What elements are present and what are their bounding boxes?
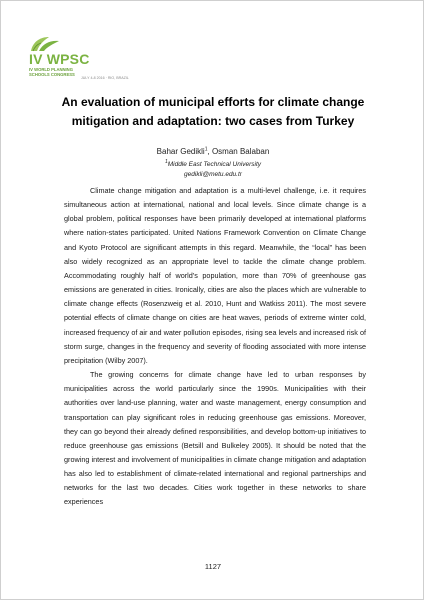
author-separator: , <box>207 147 212 156</box>
author-email: gedikli@metu.edu.tr <box>184 171 242 178</box>
body-text <box>64 184 366 510</box>
affiliation-superscript: 1 <box>164 158 168 165</box>
author-name: Bahar Gedikli <box>156 147 205 156</box>
page-number: 1127 <box>204 562 222 571</box>
author-name: Osman Balaban <box>211 147 270 156</box>
authors-line <box>41 147 385 156</box>
logo-side-text: JULY 4-8 2016 · RIO, BRAZIL <box>81 76 129 80</box>
affiliation-text: Middle East Technical University <box>167 161 262 168</box>
paper-title: An evaluation of municipal efforts for climate change mitigation and adaptation: two cases from Turkey <box>61 95 365 128</box>
body-paragraph: The growing concerns for climate change have led to urban responses by municipalities across the world particularly since the 1990s. Municipalities with their authorities over land-use planning, water and waste management, energy consumption and transportation can play significant roles in reducing greenhouse gas emissions. Moreover, they can go beyond their already defined responsibilities, and develop bottom-up initiatives to reduce greenhouse gas emissions (Betsill and Bulkeley 2005). It should be noted that the growing interest and involvement of municipalities in climate change mitigation and adaptation has also led to establishment of climate-related international and regional partnerships and networks for the last two decades. Cities work together in these networks to share experiences <box>64 370 366 507</box>
author-superscript: 1 <box>204 146 208 153</box>
logo-subtitle: IV WORLD PLANNING SCHOOLS CONGRESS <box>29 67 75 77</box>
logo-title: IV WPSC <box>29 51 90 67</box>
body-paragraph: Climate change mitigation and adaptation is a multi-level challenge, i.e. it requires simultaneous action at international, national and local levels. Since climate change is a global problem, political responses have been primarily developed at international platforms where nation-states participated. United Nations Framework Convention on Climate Change and Kyoto Protocol are significant attempts in this regard. Meanwhile, the “local” has been also widely recognized as an appropriate level to tackle the climate change problem. Accommodating roughly half of world’s population, more than 70% of greenhouse gas emissions are generated in cities. Ironically, cities are also the places which are vulnerable to climate change effects (Rosenzweig et al. 2010, Hunt and Watkiss 2011). The most severe potential effects of climate change on cities are heat waves, periods of extreme winter cold, increased frequency of air and water pollution episodes, rising sea levels and increased risk of storm surge, changes in the frequency and severity of flooding associated with more intense precipitation (Wilby 2007). <box>64 186 366 365</box>
conference-logo <box>29 35 149 85</box>
affiliation <box>41 158 385 168</box>
